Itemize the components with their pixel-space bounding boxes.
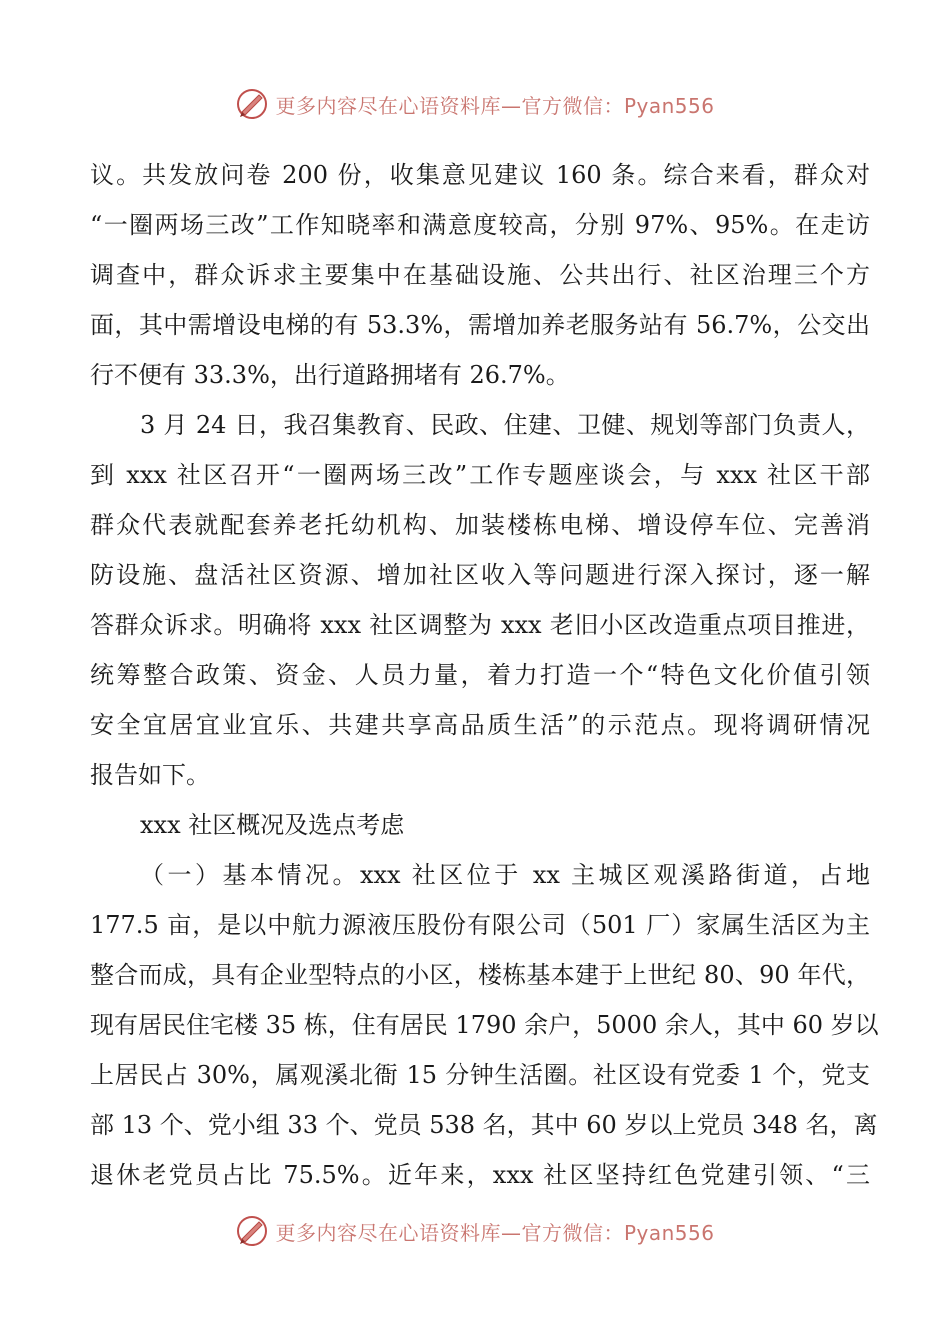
watermark [235,87,714,121]
text-line: （一）基本情况。xxx 社区位于 xx 主城区观溪路街道，占地 [140,861,870,889]
watermark [235,1214,714,1248]
pen-logo-icon [235,1214,269,1248]
text-line: 防设施、盘活社区资源、增加社区收入等问题进行深入探讨，逐一解 [90,561,870,589]
text-line: 上居民占 30%，属观溪北衙 15 分钟生活圈。社区设有党委 1 个，党支 [90,1061,870,1089]
text-line: 群众代表就配套养老托幼机构、加装楼栋电梯、增设停车位、完善消 [90,511,870,539]
text-line: 面，其中需增设电梯的有 53.3%，需增加养老服务站有 56.7%，公交出 [90,311,870,339]
text-line: 调查中，群众诉求主要集中在基础设施、公共出行、社区治理三个方 [90,261,870,289]
text-line: 退休老党员占比 75.5%。近年来，xxx 社区坚持红色党建引领、“三 [90,1161,870,1189]
text-line: 议。共发放问卷 200 份，收集意见建议 160 条。综合来看，群众对 [90,161,870,189]
header-watermark [0,84,950,124]
text-line: “一圈两场三改”工作知晓率和满意度较高，分别 97%、95%。在走访 [90,211,870,239]
text-line: 答群众诉求。明确将 xxx 社区调整为 xxx 老旧小区改造重点项目推进， [90,611,870,639]
text-line: 177.5 亩，是以中航力源液压股份有限公司（501 厂）家属生活区为主 [90,911,870,939]
text-line: 整合而成，具有企业型特点的小区，楼栋基本建于上世纪 80、90 年代， [90,961,870,989]
footer-watermark [0,1211,950,1251]
text-line: 行不便有 33.3%，出行道路拥堵有 26.7%。 [90,361,570,389]
text-line: 安全宜居宜业宜乐、共建共享高品质生活”的示范点。现将调研情况 [90,711,870,739]
text-line: 报告如下。 [90,761,210,789]
document-body [90,150,879,1200]
section-heading: xxx 社区概况及选点考虑 [140,811,405,839]
watermark-text: 更多内容尽在心语资料库—官方微信：Pyan556 [275,1220,715,1245]
text-line: 统筹整合政策、资金、人员力量，着力打造一个“特色文化价值引领 [90,661,870,689]
text-line: 到 xxx 社区召开“一圈两场三改”工作专题座谈会，与 xxx 社区干部 [90,461,870,489]
text-line: 部 13 个、党小组 33 个、党员 538 名，其中 60 岁以上党员 348 名，离 [90,1111,878,1139]
text-line: 现有居民住宅楼 35 栋，住有居民 1790 余户，5000 余人，其中 60 岁以 [90,1011,879,1039]
text-line: 3 月 24 日，我召集教育、民政、住建、卫健、规划等部门负责人， [140,411,870,439]
watermark-text: 更多内容尽在心语资料库—官方微信：Pyan556 [275,93,715,118]
pen-logo-icon [235,87,269,121]
